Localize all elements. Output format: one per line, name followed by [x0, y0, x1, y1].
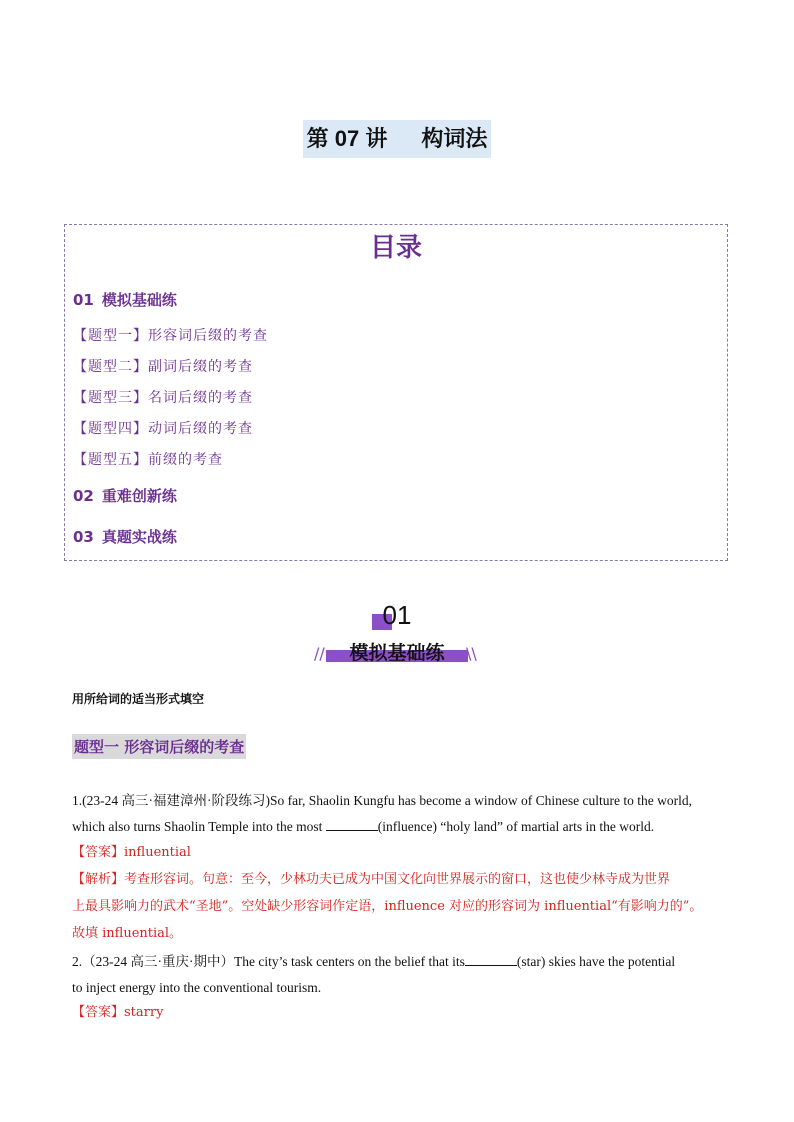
q2-line1: 2.（23-24 高三·重庆·期中）The city’s task centers on the belief that its (star) skies have the potential — [72, 954, 676, 969]
toc-heading: 目录 — [369, 233, 422, 263]
title-topic: 构词法 — [421, 126, 488, 151]
section-number: 01 — [0, 600, 794, 631]
toc-item-type2[interactable]: 【题型二】副词后缀的考查 — [73, 359, 253, 375]
toc-section-01[interactable]: 01 模拟基础练 — [73, 291, 177, 309]
type-heading: 题型一 形容词后缀的考查 — [72, 734, 246, 759]
table-of-contents — [64, 224, 728, 561]
section-name: 模拟基础练 — [349, 642, 445, 664]
toc-section-02[interactable]: 02 重难创新练 — [73, 487, 177, 505]
q2-answer: 【答案】starry — [72, 1005, 164, 1020]
q1-analysis-line1: 【解析】考查形容词。句意：至今，少林功夫已成为中国文化向世界展示的窗口，这也使少林寺成为世界 — [72, 872, 671, 887]
q1-analysis-line2: 上最具影响力的武术“圣地”。空处缺少形容词作定语，influence 对应的形容词为 influential“有影响力的”。 — [72, 899, 703, 914]
banner-left-slashes: // — [314, 644, 325, 663]
q2-blank — [465, 953, 517, 966]
q1-line1: 1.(23-24 高三·福建漳州·阶段练习)So far, Shaolin Kungfu has become a window of Chinese culture to the world, — [72, 793, 692, 808]
toc-item-type5[interactable]: 【题型五】前缀的考查 — [73, 452, 223, 468]
page-title — [303, 120, 492, 158]
toc-item-type3[interactable]: 【题型三】名词后缀的考查 — [73, 390, 253, 406]
q1-line2: which also turns Shaolin Temple into the most (influence) “holy land” of martial arts in the world. — [72, 819, 655, 834]
toc-section-03[interactable]: 03 真题实战练 — [73, 528, 177, 546]
q1-analysis-line3: 故填 influential。 — [72, 926, 183, 941]
toc-item-type1[interactable]: 【题型一】形容词后缀的考查 — [73, 328, 268, 344]
title-block — [0, 120, 794, 158]
instruction-text: 用所给词的适当形式填空 — [72, 692, 205, 706]
banner-right-slashes: \\ — [466, 644, 477, 663]
q2-line2: to inject energy into the conventional tourism. — [72, 980, 322, 995]
toc-item-type4[interactable]: 【题型四】动词后缀的考查 — [73, 421, 253, 437]
q1-answer: 【答案】influential — [72, 845, 191, 860]
q1-blank — [326, 818, 378, 831]
section-banner — [0, 638, 794, 665]
title-lesson: 第 07 讲 — [306, 126, 388, 151]
